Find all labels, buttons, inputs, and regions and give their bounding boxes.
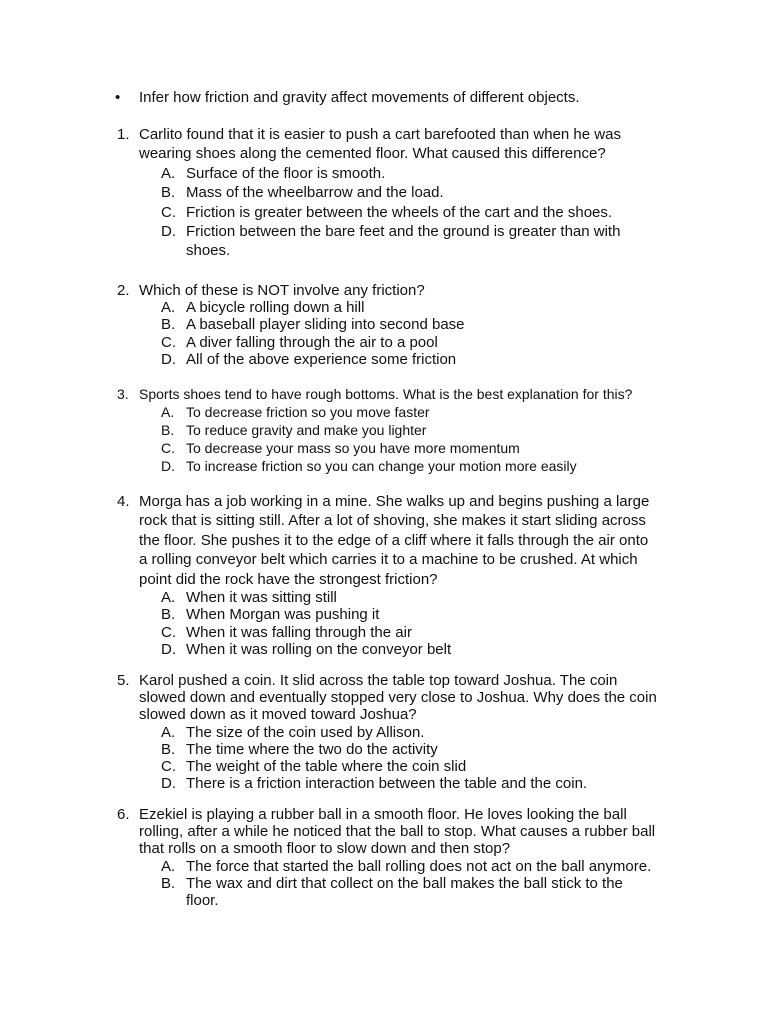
option-c: C. A diver falling through the air to a pool bbox=[161, 333, 438, 351]
learning-objective bbox=[115, 88, 580, 107]
question-number: 5. bbox=[117, 672, 130, 689]
option-a: A. To decrease friction so you move faster bbox=[161, 404, 430, 420]
option-c: C. The weight of the table where the coin slid bbox=[161, 758, 467, 776]
option-b: B. Mass of the wheelbarrow and the load. bbox=[161, 184, 444, 202]
answer-options bbox=[161, 403, 657, 475]
option-b: B. To reduce gravity and make you lighter bbox=[161, 422, 427, 438]
bullet-icon: • bbox=[115, 89, 121, 106]
question-number: 1. bbox=[117, 126, 130, 143]
option-a: A. Surface of the floor is smooth. bbox=[161, 164, 386, 182]
option-d: D. To increase friction so you can change your motion more easily bbox=[161, 458, 577, 474]
answer-options bbox=[161, 299, 657, 368]
question-number: 6. bbox=[117, 806, 130, 823]
answer-options bbox=[161, 858, 657, 910]
answer-options bbox=[161, 164, 657, 261]
option-b: B. A baseball player sliding into second base bbox=[161, 316, 465, 334]
question-text: Sports shoes tend to have rough bottoms. What is the best explanation for this? bbox=[139, 386, 633, 402]
option-d: D. All of the above experience some friction bbox=[161, 350, 457, 368]
question-6 bbox=[117, 806, 657, 909]
question-number: 4. bbox=[117, 493, 130, 510]
question-text: Which of these is NOT involve any friction? bbox=[139, 282, 425, 299]
option-b: B. The time where the two do the activity bbox=[161, 740, 438, 758]
option-b: B. The wax and dirt that collect on the ball makes the ball stick to the floor. bbox=[161, 874, 623, 910]
question-5 bbox=[117, 672, 657, 792]
objective-text: Infer how friction and gravity affect movements of different objects. bbox=[139, 89, 580, 106]
option-d: D. When it was rolling on the conveyor belt bbox=[161, 641, 452, 659]
option-d: D. There is a friction interaction between the table and the coin. bbox=[161, 775, 588, 793]
question-text: Morga has a job working in a mine. She walks up and begins pushing a large rock that is sitting still. After a lot of shoving, she makes it start sliding across the floor. She pushes it to the edge of a cliff where it falls through the air onto a rolling conveyor belt which carries it to a machine to be crushed. At which point did the rock have the strongest friction? bbox=[139, 493, 650, 588]
option-b: B. When Morgan was pushing it bbox=[161, 606, 380, 624]
question-1 bbox=[117, 125, 657, 261]
option-a: A. The force that started the ball rolling does not act on the ball anymore. bbox=[161, 857, 652, 875]
answer-options bbox=[161, 589, 657, 659]
question-text: Ezekiel is playing a rubber ball in a smooth floor. He loves looking the ball rolling, after a while he noticed that the ball to stop. What causes a rubber ball that rolls on a smooth floor to slow down and then stop? bbox=[139, 806, 656, 858]
question-number: 3. bbox=[117, 386, 129, 402]
question-4 bbox=[117, 492, 657, 659]
option-a: A. The size of the coin used by Allison. bbox=[161, 723, 425, 741]
question-text: Karol pushed a coin. It slid across the table top toward Joshua. The coin slowed down and eventually stopped very close to Joshua. Why does the coin slowed down as it moved toward Joshua? bbox=[139, 672, 657, 724]
option-d: D. Friction between the bare feet and the ground is greater than with shoes. bbox=[161, 223, 621, 260]
option-c: C. To decrease your mass so you have more momentum bbox=[161, 440, 520, 456]
option-c: C. When it was falling through the air bbox=[161, 623, 412, 641]
option-a: A. A bicycle rolling down a hill bbox=[161, 299, 365, 317]
question-3 bbox=[117, 385, 657, 475]
option-c: C. Friction is greater between the wheels of the cart and the shoes. bbox=[161, 203, 613, 221]
question-text: Carlito found that it is easier to push a cart barefooted than when he was wearing shoes along the cemented floor. What caused this difference? bbox=[139, 126, 621, 163]
question-number: 2. bbox=[117, 282, 130, 299]
answer-options bbox=[161, 724, 657, 793]
question-2 bbox=[117, 282, 657, 368]
option-a: A. When it was sitting still bbox=[161, 589, 337, 607]
